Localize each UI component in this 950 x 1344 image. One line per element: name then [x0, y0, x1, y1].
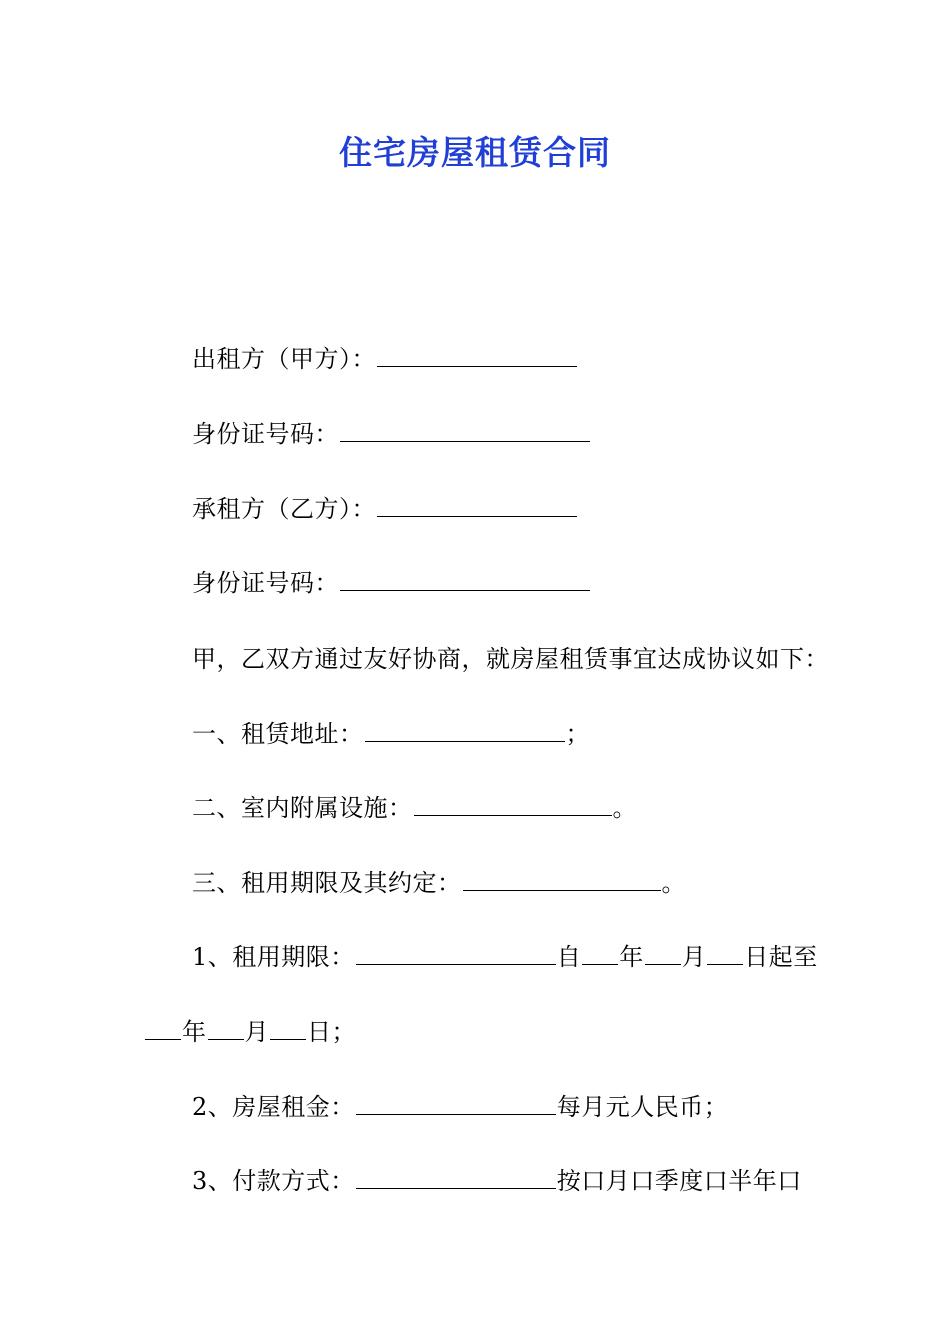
- clause1-label: 一、租赁地址：: [192, 720, 364, 748]
- lessor-id-label: 身份证号码：: [192, 420, 339, 448]
- clause2-label: 二、室内附属设施：: [192, 794, 413, 822]
- rent-label: 2、房屋租金：: [192, 1093, 355, 1121]
- clause2-line: [192, 791, 637, 825]
- address-blank[interactable]: [365, 719, 565, 742]
- term-blank[interactable]: [356, 942, 556, 965]
- payment-line: [192, 1164, 802, 1198]
- term-end-line: [144, 1015, 356, 1049]
- term-label: 1、租用期限：: [192, 943, 355, 971]
- start-day-text: 日起至: [744, 943, 818, 971]
- start-day-blank[interactable]: [707, 942, 743, 965]
- rent-unit: 每月元人民币；: [556, 1093, 729, 1121]
- rent-line: [192, 1090, 728, 1124]
- start-month-blank[interactable]: [645, 942, 681, 965]
- term-from: 自: [556, 943, 582, 971]
- start-year-blank[interactable]: [582, 942, 618, 965]
- lessee-id-label: 身份证号码：: [192, 569, 339, 597]
- lessee-label: 承租方（乙方）：: [192, 495, 376, 523]
- end-day-text: 日；: [307, 1018, 356, 1046]
- lessee-id-blank[interactable]: [340, 568, 590, 591]
- lessor-id-blank[interactable]: [340, 419, 590, 442]
- clause2-end: 。: [612, 794, 637, 822]
- end-month-blank[interactable]: [208, 1017, 244, 1040]
- lessee-blank[interactable]: [377, 494, 577, 517]
- clause1-end: ；: [565, 720, 590, 748]
- document-title: 住宅房屋租赁合同: [339, 133, 611, 172]
- preamble-line: 甲，乙双方通过友好协商，就房屋租赁事宜达成协议如下：: [192, 645, 829, 673]
- clause3-end: 。: [661, 869, 686, 897]
- clause3-label: 三、租用期限及其约定：: [192, 869, 462, 897]
- facilities-blank[interactable]: [414, 793, 612, 816]
- payment-blank[interactable]: [356, 1166, 556, 1189]
- payment-label: 3、付款方式：: [192, 1167, 355, 1195]
- start-month-text: 月: [681, 943, 707, 971]
- rent-blank[interactable]: [356, 1092, 556, 1115]
- payment-options: 按口月口季度口半年口: [556, 1167, 802, 1195]
- lessee-line: [192, 492, 578, 526]
- lessor-id-line: [192, 417, 591, 451]
- lessor-line: [192, 342, 578, 376]
- end-month-text: 月: [244, 1018, 269, 1046]
- clause3-line: [192, 866, 686, 900]
- clause1-line: [192, 717, 590, 751]
- lessee-id-line: [192, 566, 591, 600]
- lessor-label: 出租方（甲方）：: [192, 345, 376, 373]
- end-year-text: 年: [182, 1018, 207, 1046]
- end-year-blank[interactable]: [145, 1017, 181, 1040]
- term-line: [192, 940, 818, 974]
- lessor-blank[interactable]: [377, 344, 577, 367]
- end-day-blank[interactable]: [270, 1017, 306, 1040]
- start-year-text: 年: [619, 943, 644, 971]
- terms-blank[interactable]: [463, 868, 661, 891]
